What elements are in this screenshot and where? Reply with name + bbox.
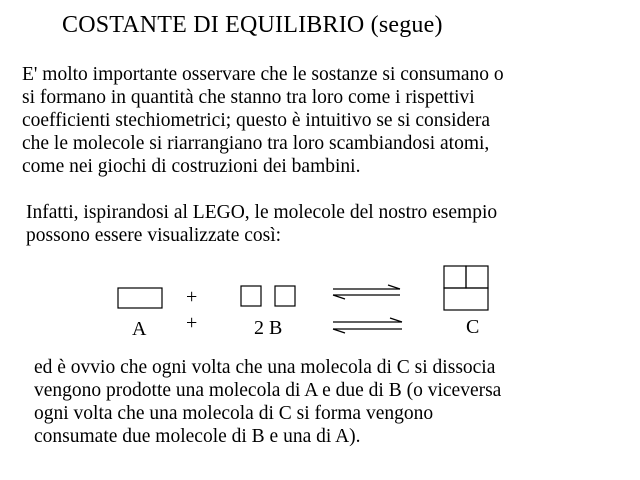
label-b: 2 B [254,317,283,339]
text-line: possono essere visualizzate così: [26,225,282,246]
brick-a [118,288,162,308]
paragraph-conclusion [34,356,501,448]
text-line: che le molecole si riarrangiano tra loro scambiandosi atomi, [22,133,490,154]
equilibrium-arrow-top [333,285,400,299]
equilibrium-arrow-bottom [333,318,402,333]
text-line: E' molto importante osservare che le sostanze si consumano o [22,64,504,85]
text-line: consumate due molecole di B e una di A). [34,426,361,447]
text-line: coefficienti stechiometrici; questo è intuitivo se si considera [22,110,491,131]
plus-sign-top: + [186,286,198,308]
brick-c-bottom [444,288,488,310]
label-c: C [466,316,480,338]
text-line: ed è ovvio che ogni volta che una molecola di C si dissocia [34,357,496,378]
label-a: A [132,318,147,340]
text-line: come nei giochi di costruzioni dei bambini. [22,156,361,177]
brick-c-top-left [444,266,466,288]
text-line: vengono prodotte una molecola di A e due di B (o viceversa [34,380,502,401]
brick-b-1 [241,286,261,306]
brick-b-2 [275,286,295,306]
brick-c-top-right [466,266,488,288]
text-line: ogni volta che una molecola di C si forma vengono [34,403,434,424]
text-line: Infatti, ispirandosi al LEGO, le molecole del nostro esempio [26,202,498,223]
slide-title: COSTANTE DI EQUILIBRIO (segue) [62,12,443,38]
plus-sign-bottom: + [186,312,198,334]
text-line: si formano in quantità che stanno tra loro come i rispettivi [22,87,475,108]
